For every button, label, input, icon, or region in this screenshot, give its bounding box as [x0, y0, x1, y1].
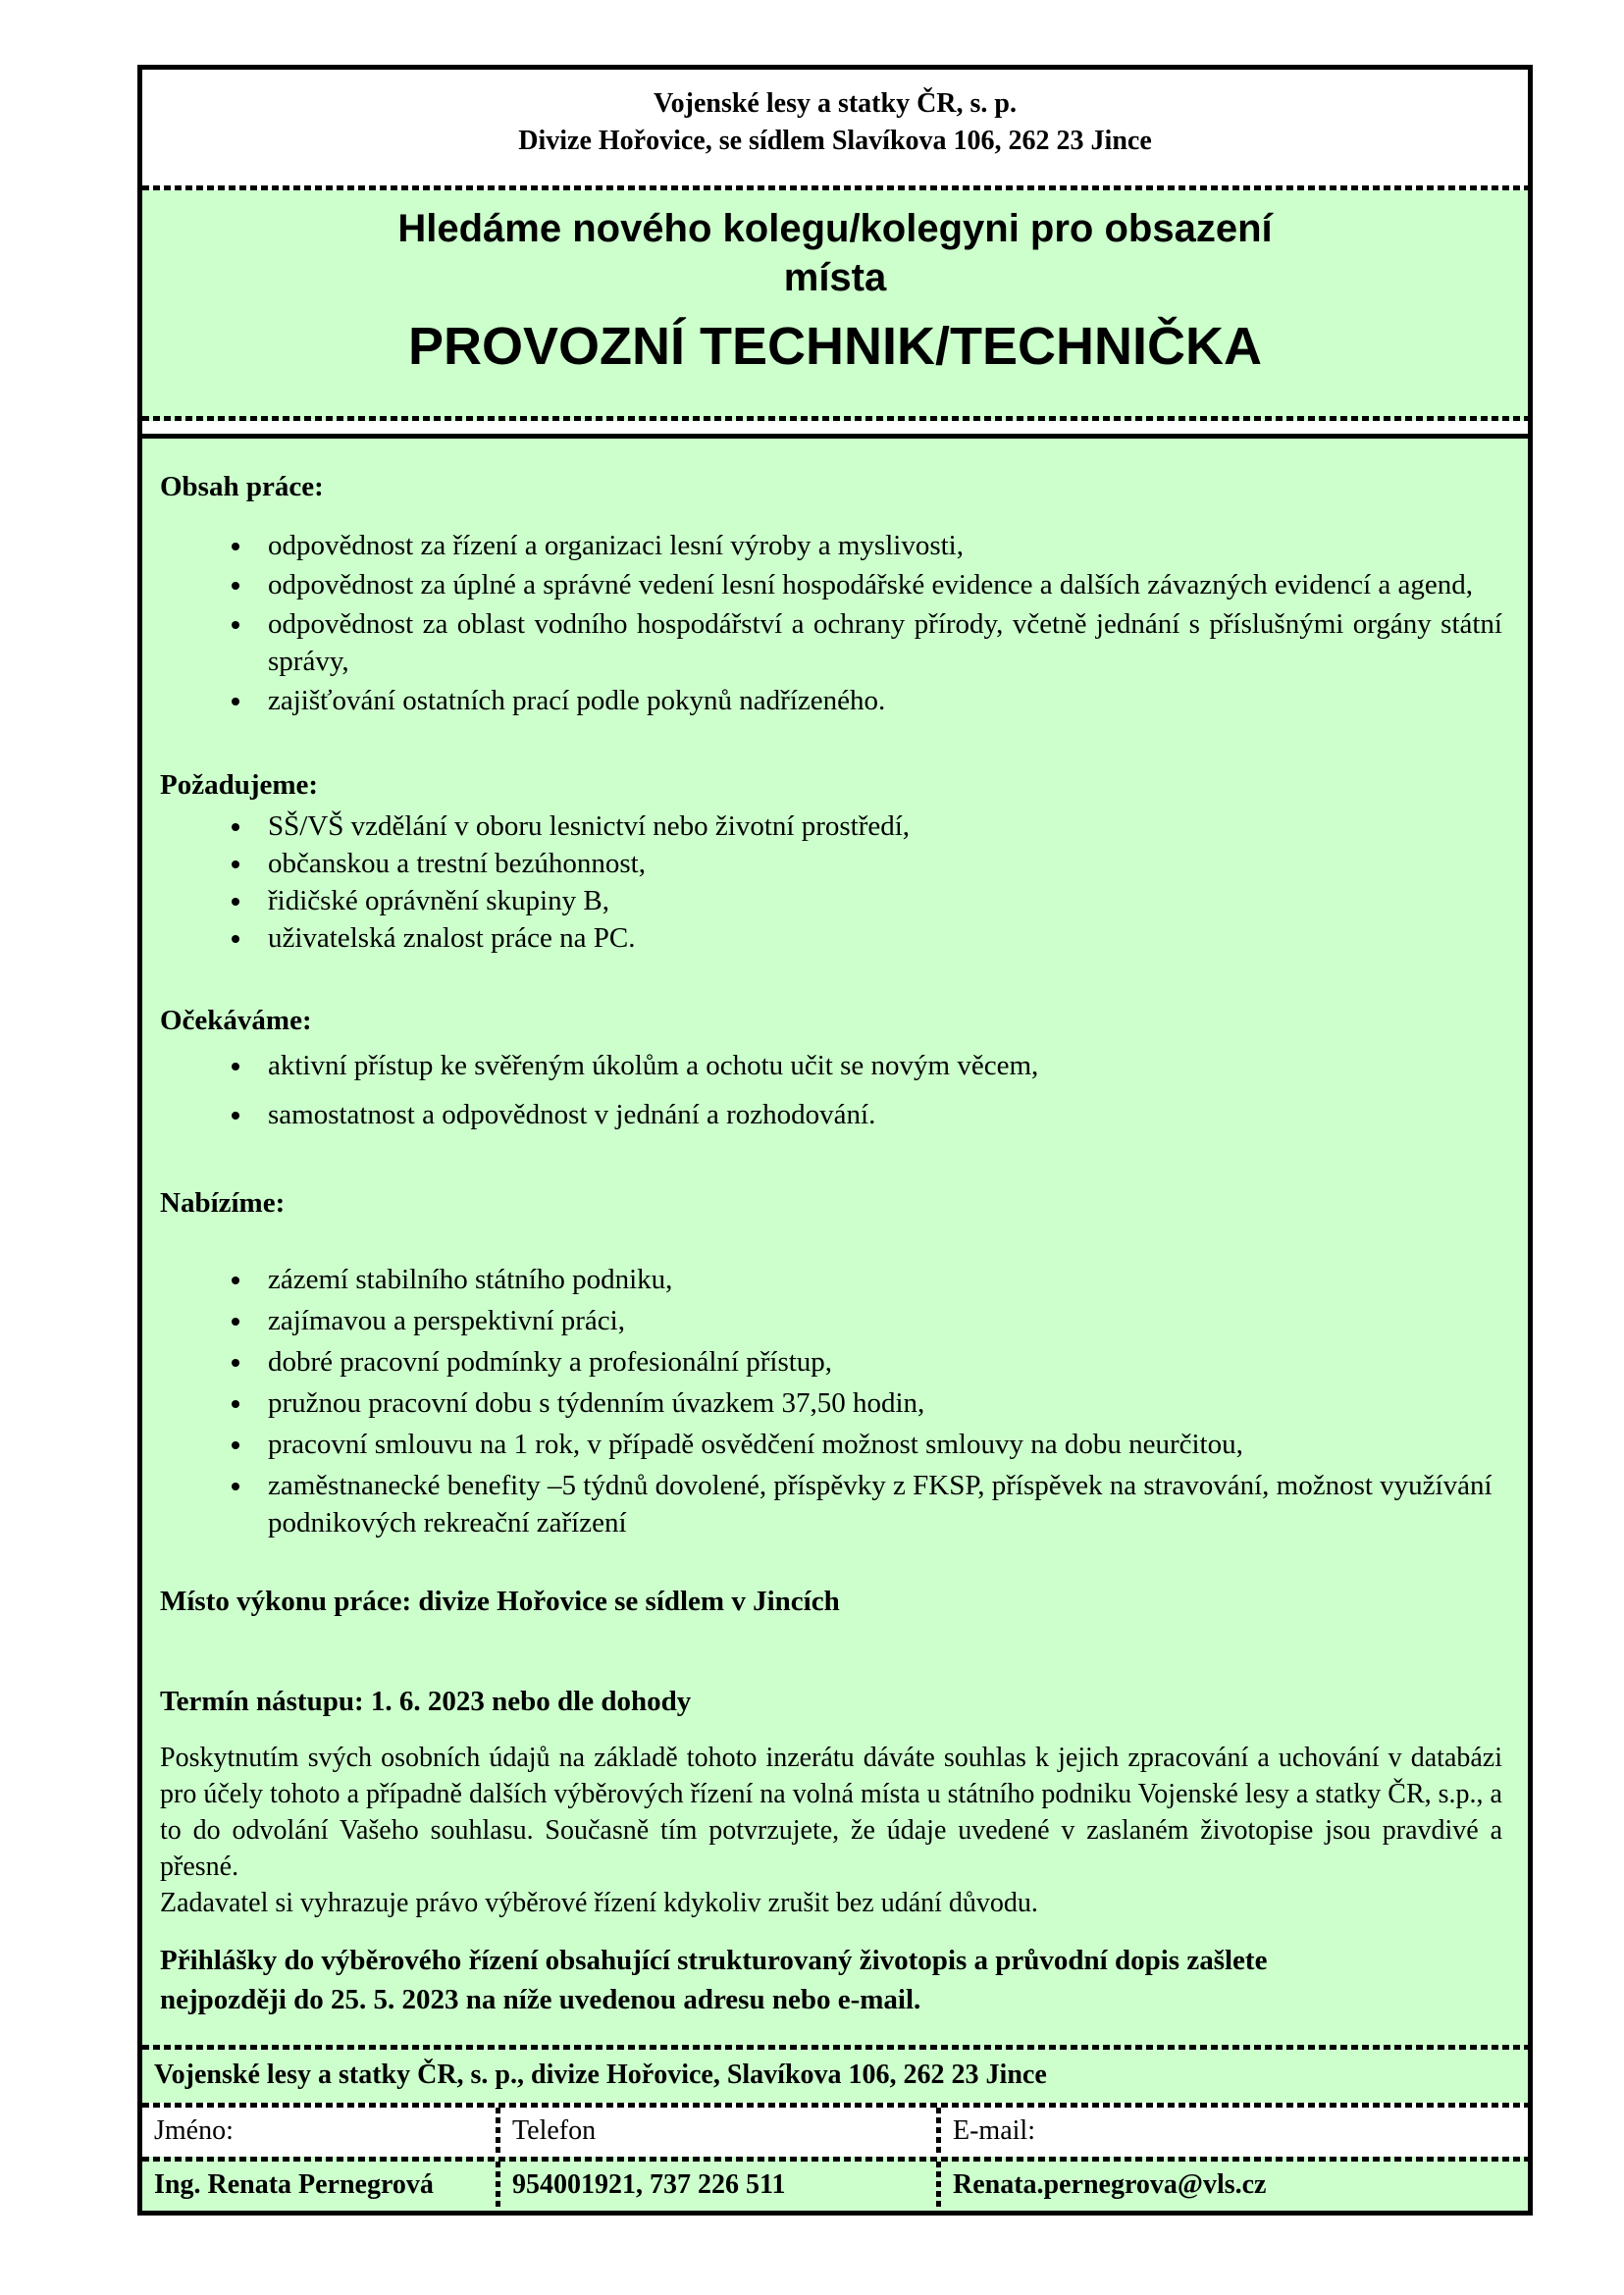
job-description-body [142, 439, 1528, 2045]
company-header [142, 70, 1528, 185]
bullet-item: • samostatnost a odpovědnost v jednání a rozhodování. [254, 1096, 1502, 1133]
bullet-item: • zajišťování ostatních prací podle pokynů nadřízeného. [254, 682, 1502, 719]
job-title: PROVOZNÍ TECHNIK/TECHNIČKA [407, 317, 1262, 376]
spacer-strip [142, 421, 1528, 434]
bullet-item: • odpovědnost za řízení a organizaci lesní výroby a myslivosti, [254, 527, 1502, 564]
section-heading: Požadujeme: [160, 769, 319, 801]
section-pozadujeme [160, 766, 1502, 957]
bullet-item: • odpovědnost za úplné a správné vedení lesní hospodářské evidence a dalších závazných evidencí a agend, [254, 566, 1502, 603]
bullet-item: • dobré pracovní podmínky a profesionální přístup, [254, 1343, 1502, 1381]
application-instructions [160, 1941, 1502, 2019]
gdpr-consent-paragraph: Poskytnutím svých osobních údajů na základě tohoto inzerátu dáváte souhlas k jejich zpracování a uchování v databázi pro účely tohoto a případně dalších výběrových řízení na volná místa u státního podniku Vojenské lesy a statky ČR, s.p., a to do odvolání Vašeho souhlasu. Současně tím potvrzujete, že údaje uvedené v zaslaném životopise jsou pravdivé a přesné. [160, 1743, 1502, 1882]
bullet-list [160, 1261, 1502, 1541]
bullet-item: • aktivní přístup ke svěřeným úkolům a ochotu učit se novým věcem, [254, 1047, 1502, 1084]
section-ocekavame [160, 1002, 1502, 1133]
contact-address-row: Vojenské lesy a statky ČR, s. p., divize Hořovice, Slavíkova 106, 262 23 Jince [142, 2050, 1528, 2103]
vacancy-intro-line1: Hledáme nového kolegu/kolegyni pro obsazení [397, 207, 1273, 250]
cancellation-note: Zadavatel si vyhrazuje právo výběrové řízení kdykoliv zrušit bez udání důvodu. [160, 1888, 1038, 1918]
bullet-list [160, 1047, 1502, 1133]
start-date: Termín nástupu: 1. 6. 2023 nebo dle dohody [160, 1686, 692, 1717]
name-label: Jméno: [154, 2115, 234, 2146]
vacancy-intro-line2: místa [783, 256, 887, 299]
bullet-item: • pracovní smlouvu na 1 rok, v případě osvědčení možnost smlouvy na dobu neurčitou, [254, 1426, 1502, 1463]
vacancy-title-block [142, 190, 1528, 416]
bullet-list [160, 527, 1502, 719]
bullet-item: • zázemí stabilního státního podniku, [254, 1261, 1502, 1298]
section-nabizime [160, 1184, 1502, 1541]
contact-labels-row [142, 2108, 1528, 2157]
contact-phone: 954001921, 737 226 511 [512, 2169, 786, 2200]
bullet-item: • zaměstnanecké benefity –5 týdnů dovolené, příspěvky z FKSP, příspěvek na stravování, možnost využívání podnikových rekreační zařízení [254, 1467, 1502, 1541]
bullet-list [160, 808, 1502, 957]
place-of-work: Místo výkonu práce: divize Hořovice se sídlem v Jincích [160, 1586, 840, 1617]
application-instructions-line2: nejpozději do 25. 5. 2023 na níže uvedenou adresu nebo e-mail. [160, 1984, 921, 2015]
bullet-item: • odpovědnost za oblast vodního hospodářství a ochrany přírody, včetně jednání s příslušnými orgány státní správy, [254, 605, 1502, 680]
bullet-item: • SŠ/VŠ vzdělání v oboru lesnictví nebo životní prostředí, [254, 808, 1502, 845]
section-obsah-prace [160, 468, 1502, 719]
bullet-item: • řidičské oprávnění skupiny B, [254, 882, 1502, 919]
bullet-item: • pružnou pracovní dobu s týdenním úvazkem 37,50 hodin, [254, 1384, 1502, 1422]
email-label: E-mail: [953, 2115, 1035, 2146]
section-heading: Očekáváme: [160, 1005, 312, 1036]
phone-label: Telefon [512, 2115, 597, 2146]
bullet-item: • uživatelská znalost práce na PC. [254, 919, 1502, 957]
company-division-address: Divize Hořovice, se sídlem Slavíkova 106, 262 23 Jince [518, 126, 1152, 156]
contact-email: Renata.pernegrova@vls.cz [953, 2169, 1267, 2200]
contact-table [142, 2045, 1528, 2211]
bullet-item: • zajímavou a perspektivní práci, [254, 1302, 1502, 1339]
section-heading: Obsah práce: [160, 471, 324, 502]
application-instructions-line1: Přihlášky do výběrového řízení obsahující strukturovaný životopis a průvodní dopis zašlete [160, 1945, 1268, 1976]
section-heading: Nabízíme: [160, 1187, 286, 1219]
company-name: Vojenské lesy a statky ČR, s. p. [653, 88, 1017, 119]
contact-name: Ing. Renata Pernegrová [154, 2169, 434, 2200]
contact-values-row [142, 2162, 1528, 2211]
job-posting-document [137, 65, 1533, 2216]
bullet-item: • občanskou a trestní bezúhonnost, [254, 845, 1502, 882]
